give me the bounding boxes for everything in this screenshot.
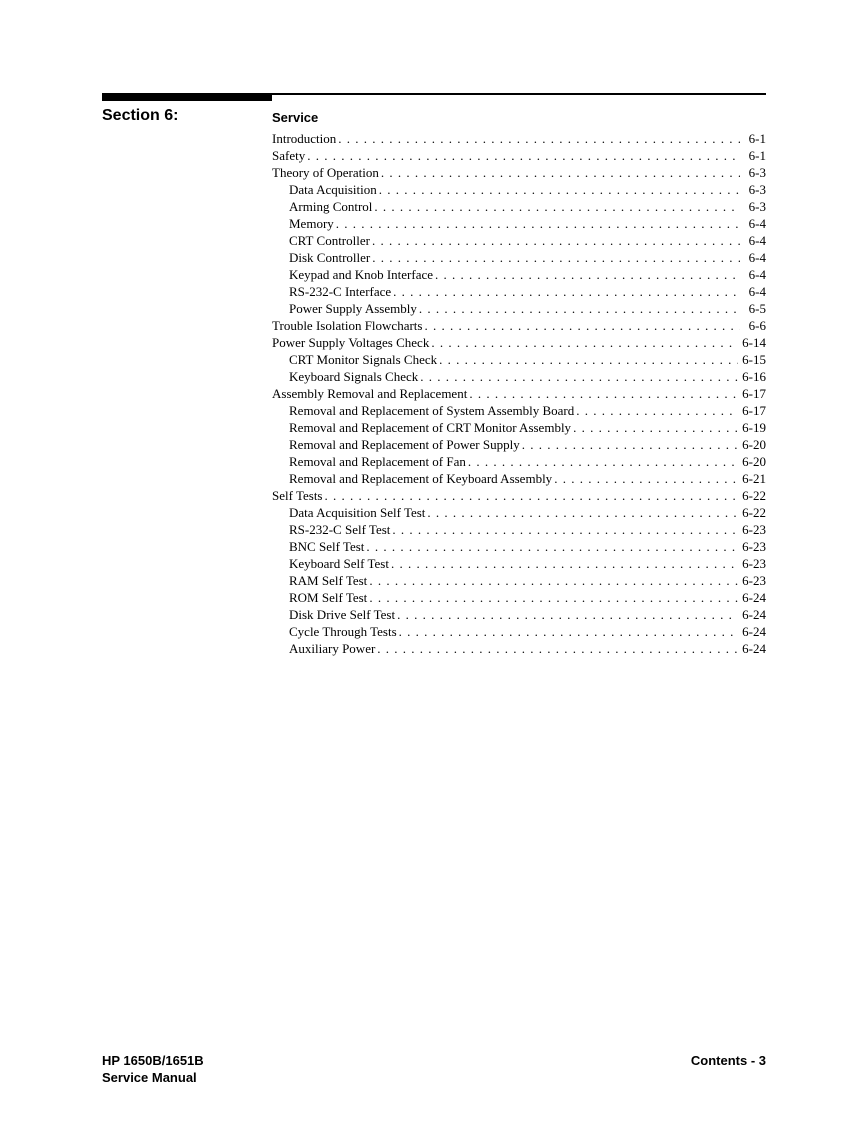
toc-leader-dots bbox=[393, 284, 740, 300]
toc-leader-dots bbox=[576, 403, 738, 419]
toc-entry bbox=[272, 437, 766, 454]
toc-entry-title: Trouble Isolation Flowcharts bbox=[272, 318, 423, 333]
toc-entry-title: Disk Drive Self Test bbox=[289, 607, 396, 622]
toc-entry-page: 6-4 bbox=[748, 233, 766, 248]
footer-model: HP 1650B/1651B bbox=[102, 1053, 204, 1068]
toc-leader-dots bbox=[419, 301, 740, 317]
toc-entry-title: CRT Monitor Signals Check bbox=[289, 352, 438, 367]
toc-leader-dots bbox=[424, 318, 740, 334]
toc-entry-page: 6-4 bbox=[748, 267, 766, 282]
toc-entry-page: 6-20 bbox=[742, 454, 766, 469]
toc-entry-title: Cycle Through Tests bbox=[289, 624, 397, 639]
toc-entry bbox=[272, 233, 766, 250]
toc-entry-page: 6-14 bbox=[742, 335, 766, 350]
toc-entry bbox=[272, 216, 766, 233]
toc-entry-title: RAM Self Test bbox=[289, 573, 368, 588]
toc-entry bbox=[272, 607, 766, 624]
toc-entry bbox=[272, 522, 766, 539]
toc-entry bbox=[272, 420, 766, 437]
toc-entry bbox=[272, 590, 766, 607]
toc-entry-page: 6-4 bbox=[748, 284, 766, 299]
toc-entry-page: 6-23 bbox=[742, 573, 766, 588]
toc-leader-dots bbox=[325, 488, 739, 504]
toc-entry bbox=[272, 539, 766, 556]
header-rule-accent bbox=[102, 93, 272, 101]
toc-entry-title: Introduction bbox=[272, 131, 337, 146]
toc-entry-page: 6-20 bbox=[742, 437, 766, 452]
toc-entry bbox=[272, 318, 766, 335]
toc-entry-page: 6-19 bbox=[742, 420, 766, 435]
toc-leader-dots bbox=[379, 182, 740, 198]
toc-entry-title: Disk Controller bbox=[289, 250, 371, 265]
toc-leader-dots bbox=[366, 539, 738, 555]
toc-leader-dots bbox=[431, 335, 738, 351]
toc-leader-dots bbox=[369, 590, 738, 606]
toc-leader-dots bbox=[377, 641, 738, 657]
toc-entry bbox=[272, 488, 766, 505]
toc-entry-title: ROM Self Test bbox=[289, 590, 368, 605]
toc-leader-dots bbox=[420, 369, 738, 385]
toc-entry bbox=[272, 641, 766, 658]
toc-entry bbox=[272, 573, 766, 590]
footer-manual: Service Manual bbox=[102, 1070, 197, 1085]
toc-entry-page: 6-17 bbox=[742, 403, 766, 418]
toc-leader-dots bbox=[399, 624, 739, 640]
toc-leader-dots bbox=[397, 607, 738, 623]
toc-entry-title: Power Supply Assembly bbox=[289, 301, 417, 316]
toc-entry-title: Self Tests bbox=[272, 488, 323, 503]
toc-leader-dots bbox=[307, 148, 740, 164]
toc-entry-title: Auxiliary Power bbox=[289, 641, 376, 656]
toc-leader-dots bbox=[435, 267, 740, 283]
toc-entry bbox=[272, 352, 766, 369]
toc-entry-title: Data Acquisition Self Test bbox=[289, 505, 426, 520]
footer-page-ref: Contents - 3 bbox=[690, 1053, 766, 1068]
toc-entry bbox=[272, 165, 766, 182]
toc-leader-dots bbox=[468, 454, 738, 470]
toc-leader-dots bbox=[392, 522, 738, 538]
toc-entry-page: 6-24 bbox=[742, 607, 766, 622]
toc-entry bbox=[272, 182, 766, 199]
toc-leader-dots bbox=[573, 420, 738, 436]
toc-entry-title: Removal and Replacement of Power Supply bbox=[289, 437, 520, 452]
toc-entry-title: Assembly Removal and Replacement bbox=[272, 386, 468, 401]
toc-entry-page: 6-3 bbox=[748, 165, 766, 180]
toc-entry-title: Keyboard Self Test bbox=[289, 556, 389, 571]
toc-entry-page: 6-3 bbox=[748, 182, 766, 197]
toc-entry bbox=[272, 284, 766, 301]
toc-entry bbox=[272, 131, 766, 148]
toc-entry bbox=[272, 454, 766, 471]
toc-entry-page: 6-4 bbox=[748, 216, 766, 231]
toc-entry bbox=[272, 267, 766, 284]
toc-entry-page: 6-4 bbox=[748, 250, 766, 265]
section-title: Service bbox=[272, 110, 319, 125]
toc-entry-title: Safety bbox=[272, 148, 306, 163]
toc-entry-page: 6-24 bbox=[742, 624, 766, 639]
toc-entry-title: Power Supply Voltages Check bbox=[272, 335, 430, 350]
toc-entry bbox=[272, 403, 766, 420]
toc-entry-page: 6-5 bbox=[748, 301, 766, 316]
toc-leader-dots bbox=[381, 165, 740, 181]
toc-entry-page: 6-24 bbox=[742, 641, 766, 656]
toc-entry-title: Arming Control bbox=[289, 199, 373, 214]
toc-entry-page: 6-22 bbox=[742, 505, 766, 520]
toc-entry-page: 6-16 bbox=[742, 369, 766, 384]
toc-entry-title: BNC Self Test bbox=[289, 539, 365, 554]
toc-entry-title: Theory of Operation bbox=[272, 165, 379, 180]
toc-leader-dots bbox=[439, 352, 738, 368]
toc-entry-title: RS-232-C Self Test bbox=[289, 522, 391, 537]
toc-entry bbox=[272, 624, 766, 641]
toc-entry-page: 6-1 bbox=[748, 148, 766, 163]
toc-entry-title: Keypad and Knob Interface bbox=[289, 267, 434, 282]
toc-entry-page: 6-6 bbox=[748, 318, 766, 333]
toc-entry-title: Removal and Replacement of System Assembly Board bbox=[289, 403, 575, 418]
toc-entry bbox=[272, 148, 766, 165]
toc-leader-dots bbox=[522, 437, 738, 453]
toc-entry-page: 6-23 bbox=[742, 522, 766, 537]
toc-leader-dots bbox=[374, 199, 740, 215]
toc-entry-page: 6-22 bbox=[742, 488, 766, 503]
toc-entry bbox=[272, 471, 766, 488]
toc-leader-dots bbox=[372, 250, 740, 266]
toc-leader-dots bbox=[427, 505, 738, 521]
toc-entry-page: 6-1 bbox=[748, 131, 766, 146]
toc-entry-title: Keyboard Signals Check bbox=[289, 369, 419, 384]
toc-entry-title: Removal and Replacement of Keyboard Assembly bbox=[289, 471, 553, 486]
toc-entry-title: Removal and Replacement of Fan bbox=[289, 454, 466, 469]
toc-leader-dots bbox=[554, 471, 738, 487]
toc-entry bbox=[272, 369, 766, 386]
section-label: Section 6: bbox=[102, 107, 179, 124]
toc-leader-dots bbox=[469, 386, 738, 402]
toc-entry bbox=[272, 386, 766, 403]
toc-entry-title: Data Acquisition bbox=[289, 182, 377, 197]
toc-entry-page: 6-23 bbox=[742, 539, 766, 554]
toc-leader-dots bbox=[391, 556, 738, 572]
toc-entry-title: CRT Controller bbox=[289, 233, 370, 248]
toc-leader-dots bbox=[338, 131, 740, 147]
toc-entry-page: 6-15 bbox=[742, 352, 766, 367]
toc-entry bbox=[272, 301, 766, 318]
toc-entry-title: RS-232-C Interface bbox=[289, 284, 392, 299]
toc-entry-page: 6-21 bbox=[742, 471, 766, 486]
toc-entry bbox=[272, 556, 766, 573]
toc-entry-page: 6-23 bbox=[742, 556, 766, 571]
toc-entry-title: Memory bbox=[289, 216, 334, 231]
toc-leader-dots bbox=[336, 216, 740, 232]
toc-entry-page: 6-24 bbox=[742, 590, 766, 605]
footer-left bbox=[102, 1052, 204, 1086]
toc-leader-dots bbox=[369, 573, 738, 589]
toc-entry bbox=[272, 199, 766, 216]
toc-entry bbox=[272, 250, 766, 267]
toc-entry-page: 6-17 bbox=[742, 386, 766, 401]
toc-entry bbox=[272, 505, 766, 522]
toc-entry bbox=[272, 335, 766, 352]
toc-leader-dots bbox=[372, 233, 740, 249]
toc-entry-page: 6-3 bbox=[748, 199, 766, 214]
table-of-contents bbox=[272, 131, 766, 658]
toc-entry-title: Removal and Replacement of CRT Monitor Assembly bbox=[289, 420, 572, 435]
